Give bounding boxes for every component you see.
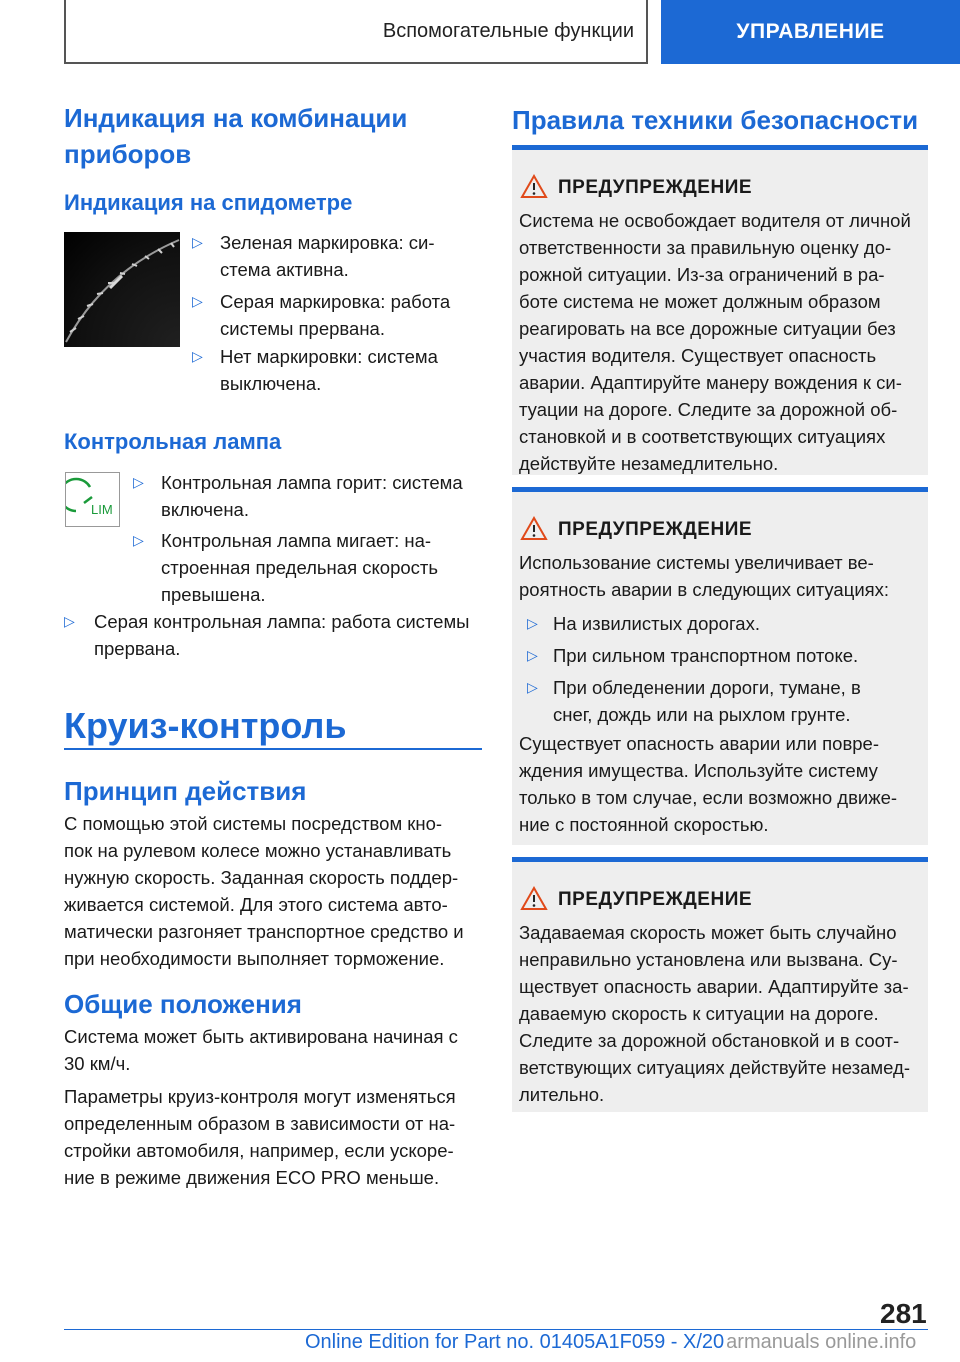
text-line: роятность аварии в следующих ситуациях: xyxy=(519,579,890,600)
warning-text xyxy=(519,919,924,1108)
general-paragraph-2 xyxy=(64,1083,484,1191)
text-line: живается системой. Для этого система авто- xyxy=(64,894,448,915)
speedometer-image xyxy=(64,232,180,347)
text-line: Задаваемая скорость может быть случайно xyxy=(519,922,897,943)
footer-divider xyxy=(64,1329,928,1330)
page-number: 281 xyxy=(880,1298,927,1329)
text-line: ние в режиме движения ECO PRO меньше. xyxy=(64,1167,440,1188)
list-item-text: снег, дождь или на рыхлом грунте. xyxy=(553,704,851,725)
text-line: Существует опасность аварии или повре- xyxy=(519,733,880,754)
watermark-text: armanuals online.info xyxy=(726,1331,917,1353)
list-item-text: выключена. xyxy=(220,373,322,394)
text-line: ветствующих ситуациях действуйте незамед- xyxy=(519,1057,910,1078)
list-item-text: Контрольная лампа мигает: на- xyxy=(161,530,432,551)
list-item-text: строенная предельная скорость xyxy=(161,557,439,578)
text-line: ждения имущества. Используйте систему xyxy=(519,760,878,781)
section-divider xyxy=(64,748,482,750)
list-item xyxy=(527,674,922,728)
heading-indication xyxy=(64,100,407,172)
text-line: матически разгоняет транспортное средство и xyxy=(64,921,464,942)
text-line: Система может быть активирована начиная с xyxy=(64,1026,458,1047)
list-item xyxy=(192,288,482,342)
text-line: Параметры круиз-контроля могут изменяться xyxy=(64,1086,456,1107)
text-line: определенным образом в зависимости от на- xyxy=(64,1113,456,1134)
warning-triangle-icon xyxy=(520,174,548,199)
text-line: неправильно установлена или вызвана. Су- xyxy=(519,949,898,970)
heading-lamp: Контрольная лампа xyxy=(64,429,282,454)
list-item xyxy=(133,469,483,523)
text-line: Использование системы увеличивает ве- xyxy=(519,552,874,573)
heading-safety: Правила техники безопасности xyxy=(512,105,919,135)
list-item-text: Контрольная лампа горит: система xyxy=(161,472,463,493)
warning-text xyxy=(519,207,924,477)
list-item-text: прервана. xyxy=(94,638,181,659)
section-title: Вспомогательные функции xyxy=(382,19,634,42)
text-line: участия водителя. Существует опасность xyxy=(519,345,877,366)
triangle-bullet-icon: ▷ xyxy=(527,615,538,631)
warning-box xyxy=(512,145,928,475)
list-item-text: стема активна. xyxy=(220,259,349,280)
list-item xyxy=(64,608,484,662)
warning-outro xyxy=(519,730,924,838)
edition-text: Online Edition for Part no. 01405A1F059 - X/20 xyxy=(305,1331,725,1353)
text-line: С помощью этой системы посредством кно- xyxy=(64,813,443,834)
lim-indicator-lamp xyxy=(65,472,120,527)
list-item xyxy=(527,610,922,637)
list-item-text: Серая контрольная лампа: работа системы xyxy=(94,611,470,632)
list-item-text: Нет маркировки: система xyxy=(220,346,438,367)
heading-line: приборов xyxy=(64,139,192,169)
warning-triangle-icon xyxy=(520,886,548,911)
text-line: аварии. Адаптируйте манеру вождения к си- xyxy=(519,372,902,393)
list-item xyxy=(192,229,482,283)
text-line: Следите за дорожной обстановкой и в соот- xyxy=(519,1030,900,1051)
list-item-text: включена. xyxy=(161,499,249,520)
text-line: боте система не может должным образом xyxy=(519,291,881,312)
heading-cruise-control: Круиз-контроль xyxy=(64,705,347,746)
list-item-text: Серая маркировка: работа xyxy=(220,291,451,312)
triangle-bullet-icon: ▷ xyxy=(192,234,203,250)
text-line: рожной ситуации. Из-за ограничений в ра- xyxy=(519,264,885,285)
warning-title: ПРЕДУПРЕЖДЕНИЕ xyxy=(558,889,753,910)
list-item-text: При сильном транспортном потоке. xyxy=(553,645,859,666)
text-line: ние с постоянной скоростью. xyxy=(519,814,769,835)
speedometer-arc-icon xyxy=(64,232,180,347)
warning-box xyxy=(512,487,928,845)
list-item-text: Зеленая маркировка: си- xyxy=(220,232,435,253)
warning-intro xyxy=(519,549,924,603)
heading-line: Индикация на комбинации xyxy=(64,103,408,133)
triangle-bullet-icon: ▷ xyxy=(192,348,203,364)
triangle-bullet-icon: ▷ xyxy=(527,679,538,695)
triangle-bullet-icon: ▷ xyxy=(133,532,144,548)
warning-title: ПРЕДУПРЕЖДЕНИЕ xyxy=(558,519,753,540)
text-line: стройки автомобиля, например, если ускоре- xyxy=(64,1140,454,1161)
text-line: становкой и в соответствующих ситуациях xyxy=(519,426,886,447)
triangle-bullet-icon: ▷ xyxy=(64,613,75,629)
text-line: реагировать на все дорожные ситуации без xyxy=(519,318,896,339)
text-line: нужную скорость. Заданная скорость поддер- xyxy=(64,867,459,888)
text-line: 30 км/ч. xyxy=(64,1053,131,1074)
list-item-text: превышена. xyxy=(161,584,266,605)
text-line: даваемую скорость к ситуации на дороге. xyxy=(519,1003,879,1024)
chapter-title: УПРАВЛЕНИЕ xyxy=(736,20,885,43)
text-line: пок на рулевом колесе можно устанавливать xyxy=(64,840,452,861)
list-item xyxy=(527,642,922,669)
warning-box xyxy=(512,857,928,1112)
general-paragraph-1 xyxy=(64,1023,484,1077)
text-line: Система не освобождает водителя от личной xyxy=(519,210,911,231)
list-item-text: На извилистых дорогах. xyxy=(553,613,760,634)
text-line: ответственности за правильную оценку до- xyxy=(519,237,892,258)
triangle-bullet-icon: ▷ xyxy=(527,647,538,663)
text-line: туации на дороге. Следите за дорожной об- xyxy=(519,399,898,420)
principle-paragraph xyxy=(64,810,484,972)
heading-general: Общие положения xyxy=(64,989,302,1019)
lim-label: LIM xyxy=(91,502,113,517)
lim-gauge-icon xyxy=(66,473,119,526)
section-header xyxy=(64,0,648,64)
list-item xyxy=(192,343,482,397)
text-line: ществует опасность аварии. Адаптируйте за- xyxy=(519,976,909,997)
heading-speedo: Индикация на спидометре xyxy=(64,190,353,215)
text-line: только в том случае, если возможно движе- xyxy=(519,787,898,808)
heading-principle: Принцип действия xyxy=(64,776,307,806)
text-line: действуйте незамедлительно. xyxy=(519,453,779,474)
text-line: лительно. xyxy=(519,1084,605,1105)
triangle-bullet-icon: ▷ xyxy=(192,293,203,309)
chapter-tab[interactable] xyxy=(661,0,960,64)
footer-edition xyxy=(305,1331,916,1354)
triangle-bullet-icon: ▷ xyxy=(133,474,144,490)
text-line: при необходимости выполняет торможение. xyxy=(64,948,445,969)
warning-title: ПРЕДУПРЕЖДЕНИЕ xyxy=(558,177,753,198)
list-item-text: При обледенении дороги, тумане, в xyxy=(553,677,861,698)
list-item-text: системы прервана. xyxy=(220,318,385,339)
warning-triangle-icon xyxy=(520,516,548,541)
list-item xyxy=(133,527,483,608)
